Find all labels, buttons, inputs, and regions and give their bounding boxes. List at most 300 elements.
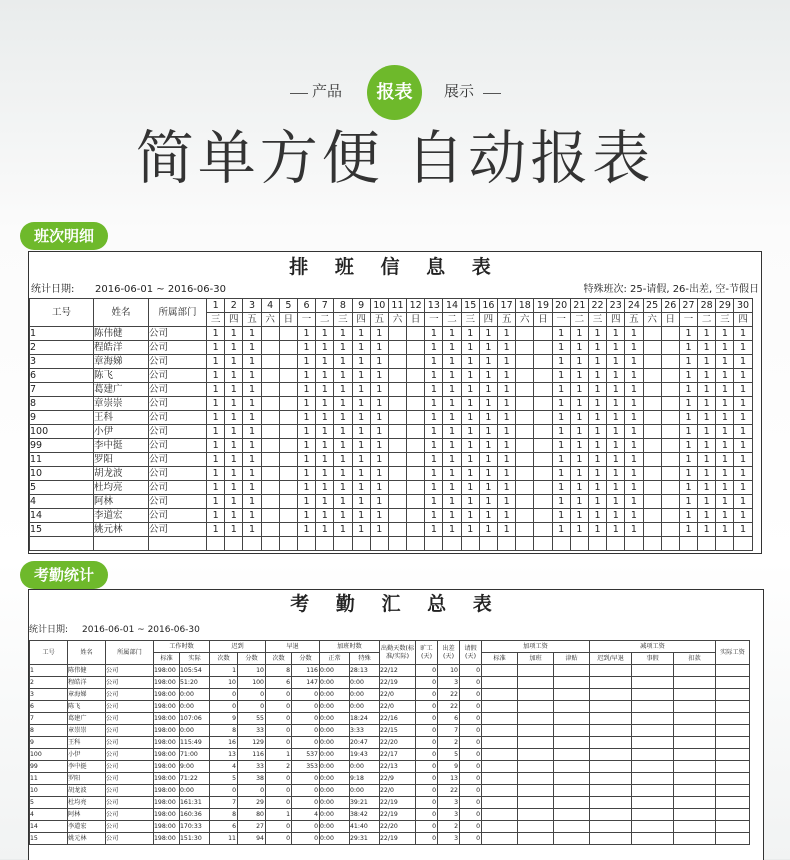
shift-cell: 1 — [352, 467, 370, 481]
shift-cell — [407, 509, 425, 523]
shift-cell — [661, 355, 679, 369]
shift-cell: 1 — [734, 439, 752, 453]
weekday-label: 四 — [479, 313, 497, 327]
empty-cell — [674, 665, 716, 677]
shift-cell: 1 — [225, 369, 243, 383]
shift-cell — [407, 481, 425, 495]
empty-cell — [590, 689, 632, 701]
shift-cell — [261, 425, 279, 439]
weekday-label: 一 — [425, 313, 443, 327]
empty-cell — [482, 713, 518, 725]
cell-act: 170:33 — [180, 821, 210, 833]
empty-cell — [588, 537, 606, 551]
cell-a: 0 — [416, 821, 438, 833]
empty-cell — [716, 833, 750, 845]
sub-early-mins: 分数 — [292, 653, 320, 665]
shift-cell: 1 — [625, 383, 643, 397]
cell-et: 0 — [266, 713, 292, 725]
shift-cell: 1 — [370, 425, 388, 439]
shift-cell: 1 — [243, 523, 261, 537]
shift-cell: 1 — [297, 397, 315, 411]
shift-cell: 1 — [625, 495, 643, 509]
shift-cell: 1 — [243, 355, 261, 369]
schedule-tag: 班次明细 — [20, 222, 108, 250]
table-row — [30, 425, 753, 439]
shift-cell: 1 — [734, 327, 752, 341]
shift-cell — [407, 453, 425, 467]
cell-id: 11 — [30, 773, 68, 785]
shift-cell: 1 — [225, 509, 243, 523]
employee-id: 1 — [30, 327, 94, 341]
shift-cell — [661, 383, 679, 397]
shift-cell: 1 — [425, 439, 443, 453]
shift-cell — [388, 327, 406, 341]
shift-cell — [534, 481, 552, 495]
table-row — [30, 773, 750, 785]
shift-cell — [261, 453, 279, 467]
table-row — [30, 665, 750, 677]
empty-cell — [518, 773, 554, 785]
shift-cell — [643, 355, 661, 369]
shift-cell: 1 — [207, 327, 225, 341]
shift-cell: 1 — [625, 439, 643, 453]
day-number: 18 — [516, 299, 534, 313]
cell-name: 葛建广 — [68, 713, 106, 725]
day-number: 30 — [734, 299, 752, 313]
cell-os: 29:31 — [350, 833, 380, 845]
cell-c: 0 — [460, 689, 482, 701]
empty-cell — [632, 809, 674, 821]
shift-cell: 1 — [552, 509, 570, 523]
shift-cell: 1 — [370, 481, 388, 495]
cell-days: 22/0 — [380, 689, 416, 701]
shift-cell: 1 — [207, 341, 225, 355]
table-row — [30, 481, 753, 495]
shift-cell: 1 — [243, 481, 261, 495]
shift-cell: 1 — [588, 453, 606, 467]
shift-cell: 1 — [461, 425, 479, 439]
shift-cell: 1 — [734, 481, 752, 495]
cell-days: 22/16 — [380, 713, 416, 725]
table-row — [30, 495, 753, 509]
shift-cell — [279, 453, 297, 467]
weekday-label: 二 — [316, 313, 334, 327]
shift-cell: 1 — [716, 369, 734, 383]
employee-dept: 公司 — [149, 327, 207, 341]
weekday-label: 六 — [643, 313, 661, 327]
cell-std: 198:00 — [154, 737, 180, 749]
shift-cell: 1 — [498, 523, 516, 537]
employee-dept: 公司 — [149, 523, 207, 537]
cell-et: 1 — [266, 809, 292, 821]
shift-cell: 1 — [225, 341, 243, 355]
cell-et: 0 — [266, 833, 292, 845]
employee-dept: 公司 — [149, 495, 207, 509]
shift-cell: 1 — [679, 467, 697, 481]
cell-name: 陈伟健 — [68, 665, 106, 677]
shift-cell: 1 — [734, 495, 752, 509]
employee-name: 章海娣 — [94, 355, 149, 369]
shift-cell: 1 — [716, 523, 734, 537]
shift-cell — [516, 453, 534, 467]
shift-cell: 1 — [207, 369, 225, 383]
shift-cell — [643, 397, 661, 411]
empty-cell — [461, 537, 479, 551]
shift-cell: 1 — [588, 397, 606, 411]
shift-cell: 1 — [461, 341, 479, 355]
shift-cell — [516, 439, 534, 453]
empty-cell — [554, 737, 590, 749]
empty-cell — [316, 537, 334, 551]
cell-dept: 公司 — [106, 785, 154, 797]
cell-dept: 公司 — [106, 737, 154, 749]
cell-et: 0 — [266, 737, 292, 749]
cell-act: 160:36 — [180, 809, 210, 821]
empty-cell — [674, 749, 716, 761]
cell-c: 0 — [460, 797, 482, 809]
shift-cell: 1 — [316, 523, 334, 537]
shift-cell: 1 — [479, 327, 497, 341]
empty-cell — [632, 689, 674, 701]
weekday-label: 一 — [297, 313, 315, 327]
shift-cell: 1 — [552, 439, 570, 453]
header-left-text: 产品 — [312, 82, 343, 100]
shift-cell — [279, 383, 297, 397]
shift-cell — [643, 411, 661, 425]
empty-cell — [570, 537, 588, 551]
cell-em: 537 — [292, 749, 320, 761]
cell-dept: 公司 — [106, 773, 154, 785]
cell-days: 22/19 — [380, 677, 416, 689]
shift-cell: 1 — [243, 439, 261, 453]
shift-cell — [407, 341, 425, 355]
shift-cell: 1 — [461, 467, 479, 481]
shift-cell: 1 — [352, 383, 370, 397]
shift-cell: 1 — [207, 411, 225, 425]
empty-cell — [534, 537, 552, 551]
cell-name: 罗阳 — [68, 773, 106, 785]
employee-name: 程皓洋 — [94, 341, 149, 355]
shift-cell: 1 — [625, 523, 643, 537]
shift-cell — [388, 425, 406, 439]
cell-std: 198:00 — [154, 797, 180, 809]
shift-cell: 1 — [679, 397, 697, 411]
employee-name: 陈飞 — [94, 369, 149, 383]
cell-os: 39:21 — [350, 797, 380, 809]
shift-cell: 1 — [479, 425, 497, 439]
table-row — [30, 677, 750, 689]
shift-cell — [534, 509, 552, 523]
shift-cell: 1 — [334, 439, 352, 453]
shift-cell — [388, 439, 406, 453]
day-number: 28 — [698, 299, 716, 313]
empty-cell — [632, 725, 674, 737]
cell-em: 147 — [292, 677, 320, 689]
shift-cell — [643, 467, 661, 481]
cell-on: 0:00 — [320, 665, 350, 677]
cell-os: 0:00 — [350, 701, 380, 713]
shift-cell — [407, 383, 425, 397]
table-row — [30, 411, 753, 425]
cell-id: 14 — [30, 821, 68, 833]
cell-on: 0:00 — [320, 677, 350, 689]
employee-name: 胡龙波 — [94, 467, 149, 481]
main-title: 简单方便 自动报表 — [135, 124, 655, 192]
shift-cell — [534, 383, 552, 397]
shift-cell: 1 — [498, 467, 516, 481]
empty-cell — [518, 821, 554, 833]
cell-em: 353 — [292, 761, 320, 773]
empty-cell — [518, 665, 554, 677]
shift-cell: 1 — [461, 439, 479, 453]
shift-cell: 1 — [425, 523, 443, 537]
shift-cell — [516, 481, 534, 495]
shift-cell — [388, 397, 406, 411]
shift-cell: 1 — [498, 397, 516, 411]
cell-em: 0 — [292, 773, 320, 785]
cell-lm: 27 — [238, 821, 266, 833]
header-left-line — [290, 93, 308, 94]
shift-cell: 1 — [425, 397, 443, 411]
cell-b: 2 — [438, 821, 460, 833]
cell-os: 0:00 — [350, 785, 380, 797]
shift-cell: 1 — [625, 411, 643, 425]
day-number: 11 — [388, 299, 406, 313]
sub-std: 标准 — [154, 653, 180, 665]
cell-a: 0 — [416, 773, 438, 785]
shift-cell: 1 — [570, 383, 588, 397]
shift-cell — [407, 355, 425, 369]
shift-cell: 1 — [316, 467, 334, 481]
shift-cell: 1 — [316, 481, 334, 495]
cell-lt: 1 — [210, 665, 238, 677]
shift-cell: 1 — [443, 355, 461, 369]
shift-cell — [661, 495, 679, 509]
shift-cell: 1 — [461, 327, 479, 341]
shift-cell: 1 — [698, 327, 716, 341]
empty-cell — [554, 797, 590, 809]
employee-id: 15 — [30, 523, 94, 537]
shift-cell: 1 — [225, 397, 243, 411]
empty-cell — [554, 821, 590, 833]
empty-cell — [625, 537, 643, 551]
cell-name: 李中挺 — [68, 761, 106, 773]
shift-cell: 1 — [607, 425, 625, 439]
empty-cell — [607, 537, 625, 551]
shift-cell: 1 — [716, 411, 734, 425]
cell-c: 0 — [460, 725, 482, 737]
weekday-label: 日 — [407, 313, 425, 327]
table-row — [30, 809, 750, 821]
shift-cell — [661, 481, 679, 495]
shift-cell — [516, 425, 534, 439]
cell-id: 6 — [30, 701, 68, 713]
cell-name: 胡龙波 — [68, 785, 106, 797]
shift-cell: 1 — [570, 509, 588, 523]
cell-c: 0 — [460, 749, 482, 761]
shift-cell — [261, 383, 279, 397]
cell-em: 0 — [292, 821, 320, 833]
shift-cell: 1 — [243, 411, 261, 425]
shift-cell: 1 — [461, 411, 479, 425]
shift-cell: 1 — [334, 341, 352, 355]
col-absent: 旷工(天) — [416, 641, 438, 665]
cell-lm: 94 — [238, 833, 266, 845]
schedule-special-note: 特殊班次: 25-请假, 26-出差, 空-节假日 — [583, 284, 759, 295]
shift-cell — [643, 341, 661, 355]
shift-cell: 1 — [243, 383, 261, 397]
shift-cell — [534, 467, 552, 481]
shift-cell: 1 — [443, 495, 461, 509]
shift-cell: 1 — [625, 341, 643, 355]
attendance-tag: 考勤统计 — [20, 561, 108, 589]
attendance-meta — [29, 620, 763, 640]
day-number: 27 — [679, 299, 697, 313]
cell-a: 0 — [416, 725, 438, 737]
cell-et: 0 — [266, 785, 292, 797]
cell-c: 0 — [460, 833, 482, 845]
shift-cell: 1 — [334, 327, 352, 341]
shift-cell: 1 — [588, 411, 606, 425]
empty-cell — [632, 665, 674, 677]
empty-cell — [590, 797, 632, 809]
shift-cell: 1 — [679, 425, 697, 439]
shift-cell: 1 — [734, 369, 752, 383]
cell-id: 99 — [30, 761, 68, 773]
shift-cell: 1 — [698, 481, 716, 495]
shift-cell — [261, 509, 279, 523]
cell-lt: 13 — [210, 749, 238, 761]
cell-id: 4 — [30, 809, 68, 821]
shift-cell: 1 — [716, 383, 734, 397]
empty-cell — [632, 773, 674, 785]
shift-cell — [661, 411, 679, 425]
empty-cell — [552, 537, 570, 551]
empty-cell — [716, 701, 750, 713]
shift-cell — [643, 495, 661, 509]
shift-cell: 1 — [316, 369, 334, 383]
shift-cell: 1 — [588, 481, 606, 495]
weekday-label: 日 — [279, 313, 297, 327]
cell-std: 198:00 — [154, 713, 180, 725]
cell-id: 3 — [30, 689, 68, 701]
empty-cell — [554, 773, 590, 785]
empty-cell — [632, 821, 674, 833]
shift-cell: 1 — [297, 523, 315, 537]
shift-cell: 1 — [443, 523, 461, 537]
table-row — [30, 453, 753, 467]
cell-os: 0:00 — [350, 761, 380, 773]
shift-cell: 1 — [334, 495, 352, 509]
empty-cell — [590, 821, 632, 833]
employee-id: 5 — [30, 481, 94, 495]
employee-dept: 公司 — [149, 341, 207, 355]
table-row — [30, 725, 750, 737]
shift-cell: 1 — [625, 397, 643, 411]
shift-cell: 1 — [207, 439, 225, 453]
empty-cell — [518, 737, 554, 749]
empty-cell — [674, 833, 716, 845]
empty-cell — [518, 677, 554, 689]
empty-cell — [482, 689, 518, 701]
shift-cell — [661, 397, 679, 411]
cell-dept: 公司 — [106, 701, 154, 713]
cell-c: 0 — [460, 701, 482, 713]
shift-cell — [643, 439, 661, 453]
cell-std: 198:00 — [154, 761, 180, 773]
shift-cell: 1 — [698, 509, 716, 523]
shift-cell: 1 — [297, 509, 315, 523]
cell-id: 1 — [30, 665, 68, 677]
cell-a: 0 — [416, 785, 438, 797]
cell-lm: 0 — [238, 689, 266, 701]
employee-dept: 公司 — [149, 397, 207, 411]
empty-cell — [643, 537, 661, 551]
employee-name: 杜均亮 — [94, 481, 149, 495]
empty-cell — [674, 725, 716, 737]
shift-cell: 1 — [334, 425, 352, 439]
shift-cell: 1 — [316, 495, 334, 509]
cell-b: 22 — [438, 701, 460, 713]
shift-cell: 1 — [552, 453, 570, 467]
shift-cell: 1 — [316, 341, 334, 355]
shift-cell: 1 — [207, 383, 225, 397]
cell-lm: 38 — [238, 773, 266, 785]
empty-cell — [243, 537, 261, 551]
shift-cell: 1 — [679, 523, 697, 537]
cell-c: 0 — [460, 737, 482, 749]
cell-b: 3 — [438, 809, 460, 821]
shift-cell — [388, 355, 406, 369]
cell-name: 李道宏 — [68, 821, 106, 833]
shift-cell: 1 — [734, 425, 752, 439]
shift-cell: 1 — [243, 425, 261, 439]
table-row — [30, 467, 753, 481]
cell-a: 0 — [416, 713, 438, 725]
shift-cell — [279, 411, 297, 425]
cell-os: 20:47 — [350, 737, 380, 749]
cell-act: 105:54 — [180, 665, 210, 677]
weekday-label: 六 — [261, 313, 279, 327]
shift-cell: 1 — [679, 495, 697, 509]
shift-cell: 1 — [297, 355, 315, 369]
empty-cell — [590, 773, 632, 785]
cell-lt: 4 — [210, 761, 238, 773]
cell-lt: 7 — [210, 797, 238, 809]
shift-cell: 1 — [607, 509, 625, 523]
col-early: 早退 — [266, 641, 320, 653]
schedule-date-range: 2016-06-01 ~ 2016-06-30 — [95, 284, 226, 295]
day-number: 25 — [643, 299, 661, 313]
shift-cell: 1 — [370, 467, 388, 481]
shift-cell: 1 — [607, 341, 625, 355]
sub-late-times: 次数 — [210, 653, 238, 665]
shift-cell: 1 — [716, 327, 734, 341]
header-right-text: 展示 — [444, 82, 475, 100]
shift-cell — [643, 383, 661, 397]
shift-cell — [261, 495, 279, 509]
empty-cell — [482, 773, 518, 785]
empty-cell — [632, 761, 674, 773]
shift-cell: 1 — [570, 369, 588, 383]
schedule-meta — [29, 282, 761, 298]
shift-cell: 1 — [243, 509, 261, 523]
employee-dept: 公司 — [149, 509, 207, 523]
empty-cell — [370, 537, 388, 551]
day-number: 20 — [552, 299, 570, 313]
shift-cell — [534, 327, 552, 341]
shift-cell: 1 — [698, 355, 716, 369]
